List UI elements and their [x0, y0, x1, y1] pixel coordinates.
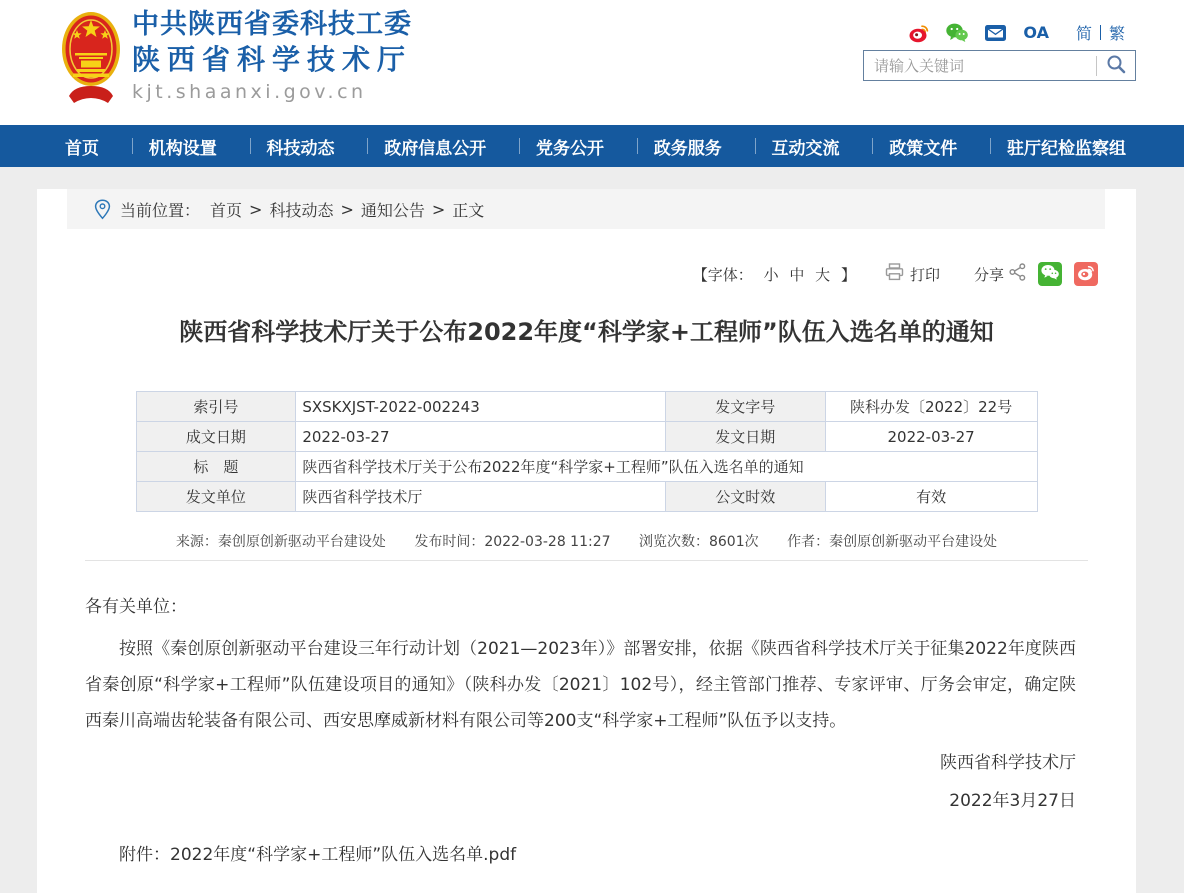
oa-link[interactable]: OA — [1023, 23, 1049, 42]
lang-simplified-link[interactable]: 简 — [1075, 24, 1092, 43]
org-name-line1: 中共陕西省委科技工委 — [132, 9, 412, 40]
meta-value-issuing-unit: 陕西省科学技术厅 — [296, 482, 666, 512]
signature-date: 2022年3月27日 — [949, 791, 1076, 811]
meta-label-written-date: 成文日期 — [136, 422, 296, 452]
meta-label-title: 标 题 — [136, 452, 296, 482]
meta-value-document-number: 陕科办发〔2022〕22号 — [825, 392, 1037, 422]
author-label: 作者： — [787, 534, 830, 550]
source-value: 秦创原创新驱动平台建设处 — [217, 534, 386, 550]
print-label: 打印 — [909, 265, 940, 284]
org-name-line2: 陕西省科学技术厅 — [132, 43, 413, 76]
nav-item-policy-documents[interactable]: 政策文件 — [872, 125, 957, 167]
font-size-small-button[interactable]: 小 — [763, 265, 779, 284]
share-wechat-button[interactable] — [1038, 262, 1062, 286]
breadcrumb-separator: > — [431, 199, 446, 219]
meta-value-index-number: SXSKXJST-2022-002243 — [296, 392, 666, 422]
search-button[interactable] — [1097, 51, 1135, 80]
publish-time-value: 2022-03-28 11:27 — [484, 534, 611, 550]
print-button[interactable] — [885, 263, 940, 285]
meta-value-title: 陕西省科学技术厅关于公布2022年度“科学家+工程师”队伍入选名单的通知 — [296, 452, 1037, 482]
views-segment — [639, 534, 759, 550]
font-size-close-bracket: 】 — [840, 265, 856, 284]
source-label: 来源： — [175, 534, 218, 550]
share-weibo-button[interactable] — [1074, 262, 1098, 286]
search-input[interactable] — [864, 57, 1096, 75]
attachment-label: 附件： — [119, 845, 170, 865]
nav-item-home[interactable]: 首页 — [65, 138, 99, 159]
national-emblem-icon — [60, 8, 122, 109]
article-body — [37, 561, 1136, 873]
breadcrumb — [67, 189, 1105, 229]
source-segment — [176, 534, 386, 550]
site-brand — [60, 8, 412, 109]
table-row — [136, 422, 1037, 452]
meta-value-written-date: 2022-03-27 — [296, 422, 666, 452]
table-row — [136, 452, 1037, 482]
article-toolbar — [37, 262, 1098, 286]
table-row — [136, 392, 1037, 422]
document-meta-table — [136, 391, 1038, 512]
nav-item-gov-info-disclosure[interactable]: 政府信息公开 — [367, 125, 486, 167]
nav-item-org-setup[interactable]: 机构设置 — [132, 125, 217, 167]
wechat-icon[interactable] — [946, 23, 968, 42]
meta-label-index-number: 索引号 — [136, 392, 296, 422]
site-header — [0, 0, 1184, 125]
author-segment — [787, 534, 997, 550]
lang-separator — [1100, 25, 1101, 40]
nav-item-party-affairs[interactable]: 党务公开 — [519, 125, 604, 167]
publish-time-segment — [414, 534, 610, 550]
signature-org: 陕西省科学技术厅 — [940, 753, 1076, 773]
share-nodes-icon — [1009, 263, 1026, 285]
weibo-share-icon — [1077, 264, 1095, 285]
breadcrumb-separator: > — [249, 199, 263, 219]
attachment-pdf-link[interactable]: 2022年度“科学家+工程师”队伍入选名单.pdf — [170, 845, 517, 865]
location-pin-icon — [94, 199, 111, 220]
meta-value-issue-date: 2022-03-27 — [825, 422, 1037, 452]
search-box — [863, 50, 1136, 81]
font-size-medium-button[interactable]: 中 — [789, 265, 805, 284]
meta-label-issuing-unit: 发文单位 — [136, 482, 296, 512]
views-value: 8601次 — [708, 534, 759, 550]
mail-icon[interactable] — [985, 25, 1006, 41]
nav-item-gov-services[interactable]: 政务服务 — [637, 125, 722, 167]
breadcrumb-separator: > — [340, 199, 354, 219]
views-label: 浏览次数： — [638, 534, 709, 550]
meta-value-validity: 有效 — [825, 482, 1037, 512]
table-row — [136, 482, 1037, 512]
printer-icon — [885, 263, 904, 285]
article-title: 陕西省科学技术厅关于公布2022年度“科学家+工程师”队伍入选名单的通知 — [179, 318, 994, 346]
font-size-open-bracket: 【字体： — [692, 265, 753, 284]
salutation: 各有关单位： — [85, 597, 187, 617]
share-label: 分享 — [973, 265, 1004, 284]
main-nav — [0, 125, 1184, 167]
font-size-large-button[interactable]: 大 — [815, 265, 831, 284]
body-paragraph: 按照《秦创原创新驱动平台建设三年行动计划（2021—2023年）》部署安排，依据《陕西省科学技术厅关于征集2022年度陕西省秦创原“科学家+工程师”队伍建设项目的通知》（陕科办发〔2021〕102号），经主管部门推荐、专家评审、厅务会审定，确定陕西秦川高端齿轮装备有限公司、西安思摩威新材料有限公司等200支“科学家+工程师”队伍予以支持。 — [85, 639, 1076, 731]
language-switch — [1076, 21, 1125, 44]
search-icon — [1106, 54, 1126, 77]
site-url: kjt.shaanxi.gov.cn — [132, 81, 367, 103]
wechat-share-icon — [1041, 264, 1059, 284]
attachment-line — [85, 837, 1076, 873]
author-value: 秦创原创新驱动平台建设处 — [829, 534, 998, 550]
header-quick-links — [909, 21, 1125, 44]
meta-label-issue-date: 发文日期 — [665, 422, 825, 452]
lang-traditional-link[interactable]: 繁 — [1108, 24, 1125, 43]
meta-label-validity: 公文时效 — [665, 482, 825, 512]
breadcrumb-notices[interactable]: 通知公告 — [360, 200, 425, 220]
nav-item-discipline-inspection[interactable]: 驻厅纪检监察组 — [990, 125, 1126, 167]
nav-item-interaction[interactable]: 互动交流 — [755, 125, 840, 167]
font-size-control — [690, 264, 859, 285]
article-meta-line — [37, 531, 1136, 551]
publish-time-label: 发布时间： — [414, 534, 485, 550]
breadcrumb-label: 当前位置： — [120, 200, 201, 220]
breadcrumb-home[interactable]: 首页 — [210, 200, 243, 220]
nav-item-sci-tech-news[interactable]: 科技动态 — [250, 125, 335, 167]
breadcrumb-sci-tech-news[interactable]: 科技动态 — [269, 200, 334, 220]
breadcrumb-current-article: 正文 — [452, 200, 485, 220]
content-container — [37, 189, 1136, 893]
weibo-icon[interactable] — [909, 23, 929, 43]
share-group — [974, 262, 1098, 286]
meta-label-document-number: 发文字号 — [665, 392, 825, 422]
